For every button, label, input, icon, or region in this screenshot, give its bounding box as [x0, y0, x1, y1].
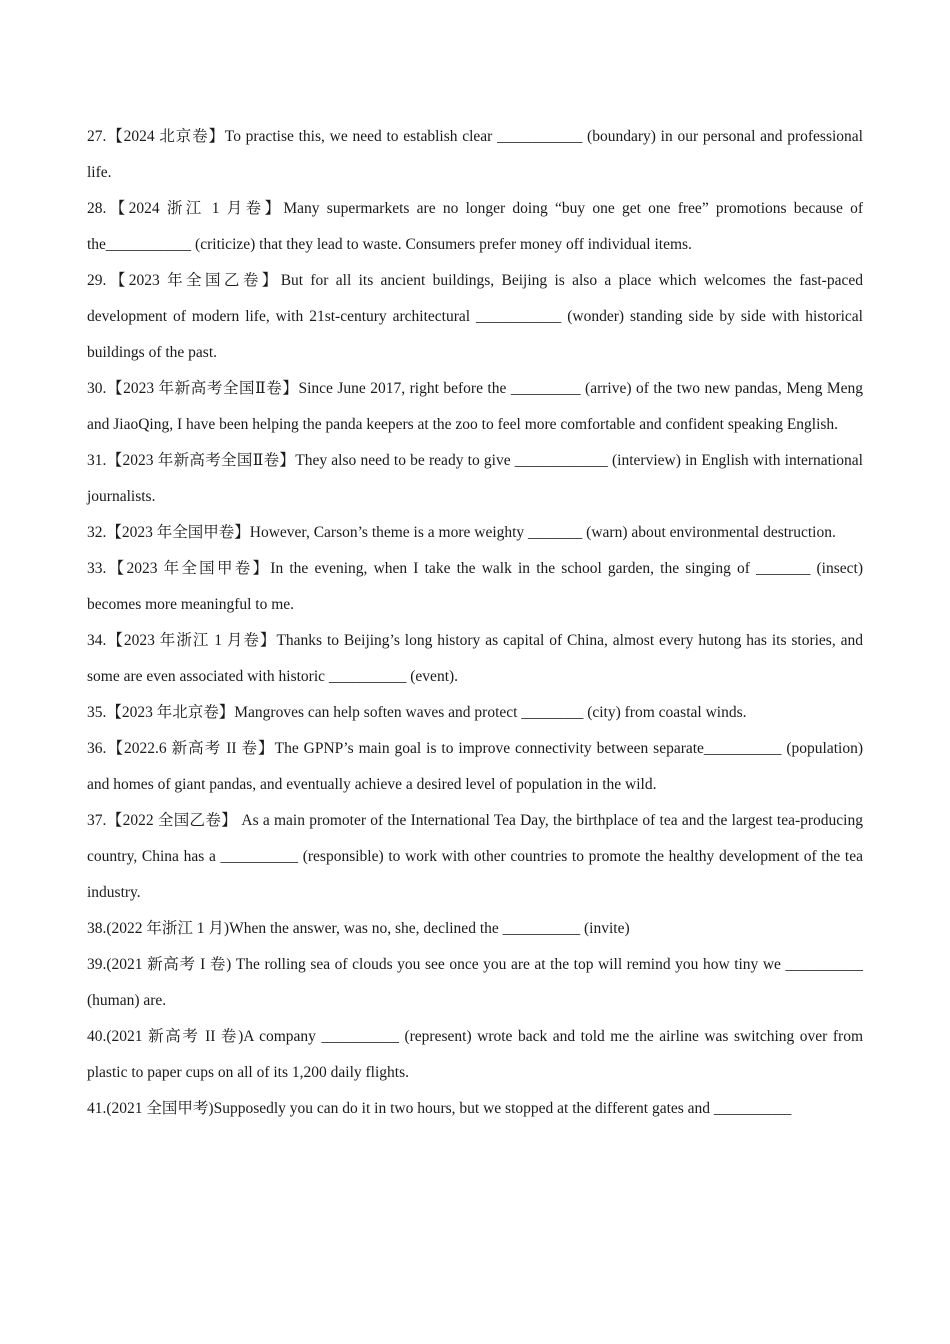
- question-32: 32.【2023 年全国甲卷】However, Carson’s theme is a more weighty _______ (warn) about environmental destruction.: [87, 524, 836, 541]
- question-38: 38.(2022 年浙江 1 月)When the answer, was no, she, declined the __________ (invite): [87, 920, 630, 937]
- question-27: 27.【2024 北京卷】To practise this, we need to establish clear ___________ (boundary) in our personal and professional life.: [87, 128, 863, 181]
- question-35: 35.【2023 年北京卷】Mangroves can help soften waves and protect ________ (city) from coastal winds.: [87, 704, 747, 721]
- question-36: 36.【2022.6 新高考 II 卷】The GPNP’s main goal is to improve connectivity between separate__________ (population) and homes of giant pandas, and eventually achieve a desired level of population in the wild.: [87, 740, 863, 793]
- question-34: 34.【2023 年浙江 1 月卷】Thanks to Beijing’s long history as capital of China, almost every hutong has its stories, and some are even associated with historic __________ (event).: [87, 632, 863, 685]
- question-33: 33.【2023 年全国甲卷】In the evening, when I take the walk in the school garden, the singing of _______ (insect) becomes more meaningful to me.: [87, 560, 863, 613]
- question-29: 29.【2023 年全国乙卷】But for all its ancient buildings, Beijing is also a place which welcomes the fast-paced development of modern life, with 21st-century architectural ___________ (wonder) standing side by side with historical buildings of the past.: [87, 272, 863, 361]
- question-37: 37.【2022 全国乙卷】 As a main promoter of the International Tea Day, the birthplace of tea and the largest tea-producing country, China has a __________ (responsible) to work with other countries to promote the healthy development of the tea industry.: [87, 812, 863, 901]
- question-28: 28.【2024 浙江 1 月卷】Many supermarkets are no longer doing “buy one get one free” promotions because of the___________ (criticize) that they lead to waste. Consumers prefer money off individual items.: [87, 200, 863, 253]
- question-39: 39.(2021 新高考 I 卷) The rolling sea of clouds you see once you are at the top will remind you how tiny we __________ (human) are.: [87, 956, 863, 1009]
- question-30: 30.【2023 年新高考全国Ⅱ卷】Since June 2017, right before the _________ (arrive) of the two new pandas, Meng Meng and JiaoQing, I have been helping the panda keepers at the zoo to feel more comfortable and confident speaking English.: [87, 380, 863, 433]
- document-page: [87, 119, 863, 1127]
- question-40: 40.(2021 新高考 II 卷)A company __________ (represent) wrote back and told me the airline was switching over from plastic to paper cups on all of its 1,200 daily flights.: [87, 1028, 863, 1081]
- question-41: 41.(2021 全国甲考)Supposedly you can do it in two hours, but we stopped at the different gates and __________: [87, 1100, 792, 1117]
- question-31: 31.【2023 年新高考全国Ⅱ卷】They also need to be ready to give ____________ (interview) in English with international journalists.: [87, 452, 863, 505]
